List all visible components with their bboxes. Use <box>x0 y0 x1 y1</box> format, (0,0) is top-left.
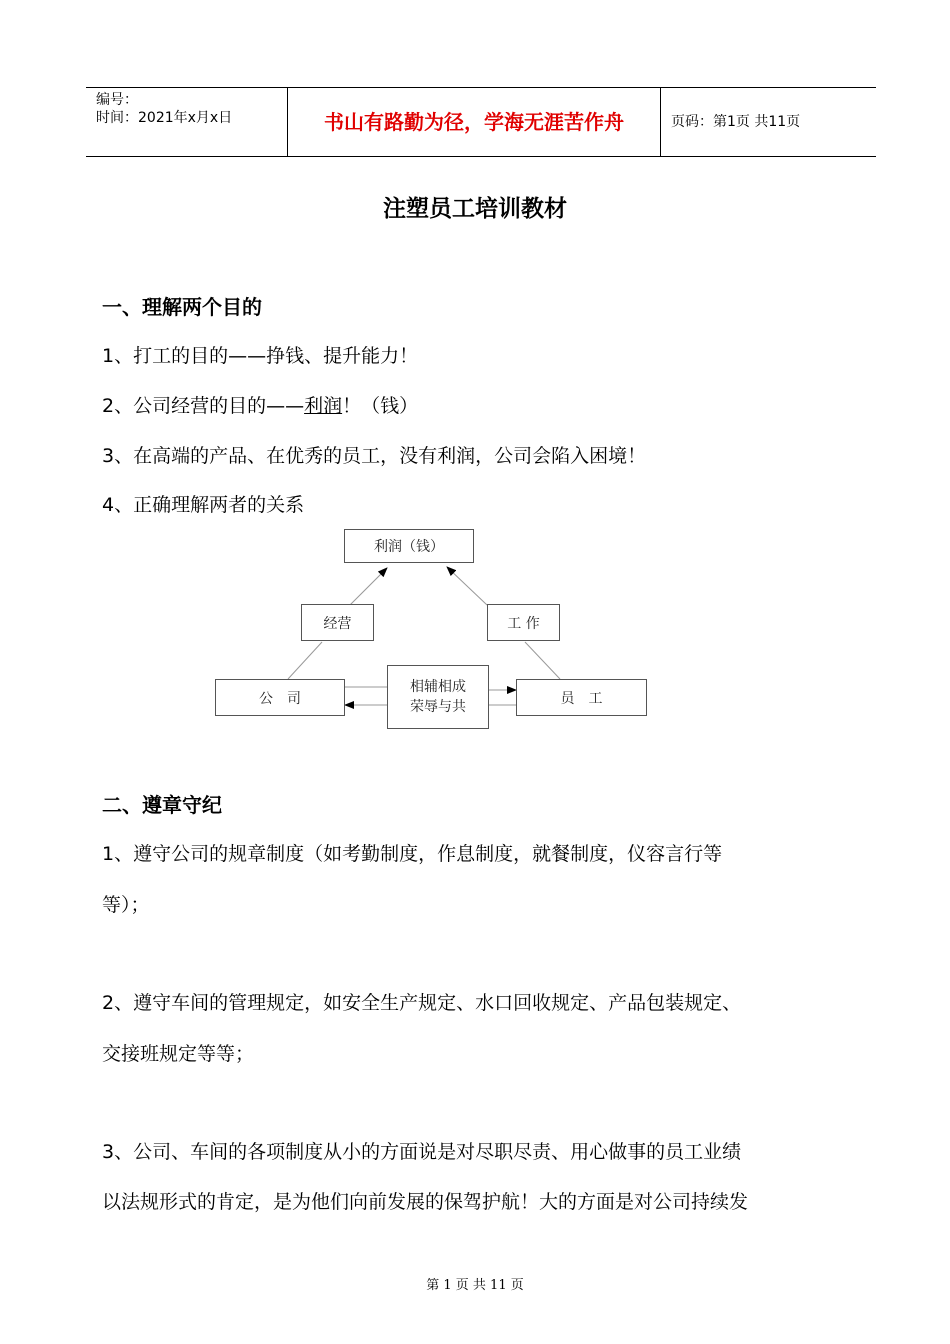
operation-label: 经营 <box>323 615 352 632</box>
section2-p2-line1: 2、遵守车间的管理规定，如安全生产规定、水口回收规定、产品包装规定、 <box>102 992 742 1014</box>
section1-item-3: 3、在高端的产品、在优秀的员工，没有利润，公司会陷入困境！ <box>102 445 647 467</box>
serial-label: 编号： <box>96 92 138 108</box>
section2-p3-line1: 3、公司、车间的各项制度从小的方面说是对尽职尽责、用心做事的员工业绩 <box>102 1141 742 1163</box>
motto: 书山有路勤为径，学海无涯苦作舟 <box>324 110 624 134</box>
mutual-line-1: 相辅相成 <box>410 679 466 695</box>
employee-box <box>516 679 647 716</box>
section1-item-4: 4、正确理解两者的关系 <box>102 494 305 516</box>
profit-box <box>344 529 474 563</box>
document-title: 注塑员工培训教材 <box>383 195 567 222</box>
section2-p3-line2: 以法规形式的肯定，是为他们向前发展的保驾护航！大的方面是对公司持续发 <box>102 1191 749 1213</box>
page-label: 页码：第1页 共11页 <box>671 114 801 130</box>
section1-item-1: 1、打工的目的——挣钱、提升能力！ <box>102 345 419 367</box>
connector-work-profit <box>447 567 487 605</box>
page-footer: 第 1 页 共 11 页 <box>426 1278 524 1293</box>
section2-p1-line2: 等）； <box>102 894 150 916</box>
operation-box <box>301 604 374 641</box>
connector-operation-profit <box>350 568 387 605</box>
section2-p2-line2: 交接班规定等等； <box>102 1043 255 1065</box>
section1-item-2-tail: ！（钱） <box>342 395 419 417</box>
section2-p1-line1: 1、遵守公司的规章制度（如考勤制度，作息制度，就餐制度，仪容言行等 <box>102 843 723 865</box>
work-label: 工 作 <box>507 615 540 632</box>
section1-item-2-text: 2、公司经营的目的—— <box>102 395 305 417</box>
time-label: 时间：2021年x月x日 <box>96 110 233 126</box>
connector-company-operation <box>288 642 322 679</box>
connector-employee-work <box>525 642 560 679</box>
company-box <box>215 679 345 716</box>
section1-heading: 一、理解两个目的 <box>102 295 262 319</box>
mutual-line-2: 荣辱与共 <box>410 699 466 715</box>
profit-label: 利润（钱） <box>374 539 444 555</box>
company-label: 公 司 <box>259 690 301 707</box>
work-box <box>487 604 560 641</box>
underlined-profit: 利润 <box>304 395 343 417</box>
employee-label: 员 工 <box>560 690 603 707</box>
mutual-box <box>387 665 489 729</box>
section2-heading: 二、遵章守纪 <box>102 793 222 817</box>
